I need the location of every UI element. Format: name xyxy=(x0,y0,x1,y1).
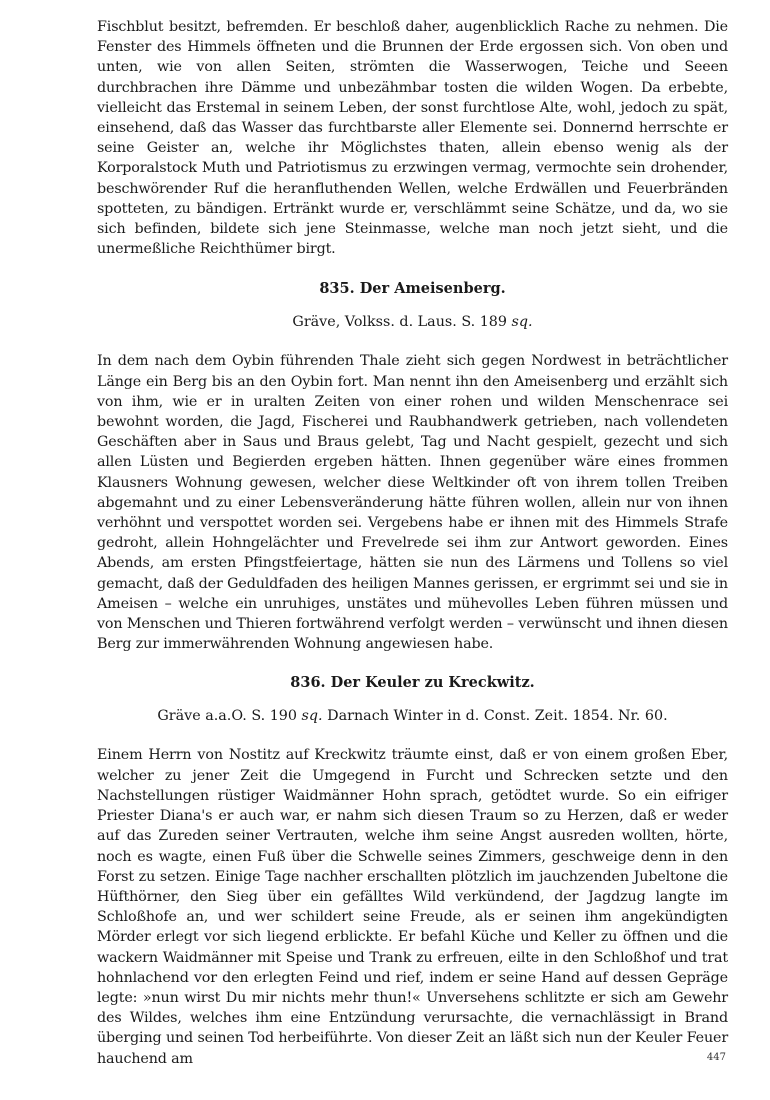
section-836-paragraph: Einem Herrn von Nostitz auf Kreckwitz träumte einst, daß er von einem großen Eber, welcher zu jener Zeit die Umgegend in Furcht und Schrecken setzte und den Nachstellungen rüstiger Waidmänner Hohn sprach, getödtet wurde. So ein eifriger Priester Diana's er auch war, er nahm sich diesen Traum so zu Herzen, daß er weder auf das Zureden seiner Vertrauten, welche ihm seine Angst ausreden wollten, hörte, noch es wagte, einen Fuß über die Schwelle seines Zimmers, geschweige denn in den Forst zu setzen. Einige Tage nachher erschallten plötzlich im jauchzenden Jubeltone die Hüfthörner, den Sieg über ein gefälltes Wild verkündend, der Jagdzug langte im Schloßhofe an, und wer schildert seine Freude, als er seinen ihm angekündigten Mörder erlegt vor sich liegend erblickte. Er befahl Küche und Keller zu öffnen und die wackern Waidmänner mit Speise und Trank zu erfreuen, eilte in den Schloßhof und trat hohnlachend vor den erlegten Feind und rief, indem er seine Hand auf dessen Gepräge legte: »nun wirst Du mir nichts mehr thun!« Unversehens schlitzte er sich am Gewehr des Wildes, welches ihm eine Entzündung verursachte, die vernachlässigt in Brand überging und seinen Tod herbeiführte. Von dieser Zeit an läßt sich nun der Keuler Feuer hauchend am xyxy=(97,747,728,1067)
section-836-source-pre: Gräve a.a.O. S. 190 xyxy=(157,708,297,725)
section-835-source-italic: sq. xyxy=(511,314,533,331)
section-835-title: 835. Der Ameisenberg. xyxy=(319,280,506,298)
page-number: 447 xyxy=(706,1052,726,1063)
section-835-source xyxy=(97,312,728,332)
section-836-source-italic: sq. xyxy=(301,708,323,725)
intro-paragraph: Fischblut besitzt, befremden. Er beschloß daher, augenblicklich Rache zu nehmen. Die Fenster des Himmels öffneten und die Brunnen der Erde ergossen sich. Von oben und unten, wie von allen Seiten, strömten die Wasserwogen, Teiche und Seeen durchbrachen ihre Dämme und unbezähmbar tosten die wilden Wogen. Da erbebte, vielleicht das Erstemal in seinem Leben, der sonst furchtlose Alte, wohl, jedoch zu spät, einsehend, daß das Wasser das furchtbarste aller Elemente sei. Donnernd herrschte er seine Geister an, welche ihr Möglichstes thaten, allein ebenso wenig als der Korporalstock Muth und Patriotismus zu erzwingen vermag, vermochte sein drohender, beschwörender Ruf die heranfluthenden Wellen, welche Erdwällen und Feuerbränden spotteten, zu bändigen. Ertränkt wurde er, verschlämmt seine Schätze, und da, wo sie sich befinden, bildete sich jene Steinmasse, welche man noch jetzt sieht, und die unermeßliche Reichthümer birgt. xyxy=(97,19,728,258)
section-836-source-post: Darnach Winter in d. Const. Zeit. 1854. Nr. 60. xyxy=(327,708,668,725)
section-835-paragraph: In dem nach dem Oybin führenden Thale zieht sich gegen Nordwest in beträchtlicher Länge ein Berg bis an den Oybin fort. Man nennt ihn den Ameisenberg und erzählt sich von ihm, wie er in uralten Zeiten von einer rohen und wilden Menschenrace sei bewohnt worden, die Jagd, Fischerei und Raubhandwerk getrieben, nach vollendeten Geschäften aber in Saus und Braus gelebt, Tag und Nacht gespielt, gezecht und sich allen Lüsten und Begierden ergeben hätten. Ihnen gegenüber wäre eines frommen Klausners Wohnung gewesen, welcher diese Weltkinder oft von ihrem tollen Treiben abgemahnt und zu einer Lebensveränderung hätte führen wollen, allein nur von ihnen verhöhnt und verspottet worden sei. Vergebens habe er ihnen mit des Himmels Strafe gedroht, allein Hohngelächter und Frevelrede sei ihm zur Antwort geworden. Eines Abends, am ersten Pfingstfeiertage, hätten sie nun des Lärmens und Tollens so viel gemacht, daß der Geduldfaden des heiligen Mannes gerissen, er ergrimmt sei und sie in Ameisen – welche ein unruhiges, unstätes und mühevolles Leben führen müssen und von Menschen und Thieren fortwährend verfolgt werden – verwünscht und ihnen diesen Berg zur immerwährenden Wohnung angewiesen habe. xyxy=(97,353,728,653)
section-836-source xyxy=(97,706,728,726)
section-836-title: 836. Der Keuler zu Kreckwitz. xyxy=(290,674,535,692)
section-835-source-main: Gräve, Volkss. d. Laus. S. 189 xyxy=(292,314,507,331)
